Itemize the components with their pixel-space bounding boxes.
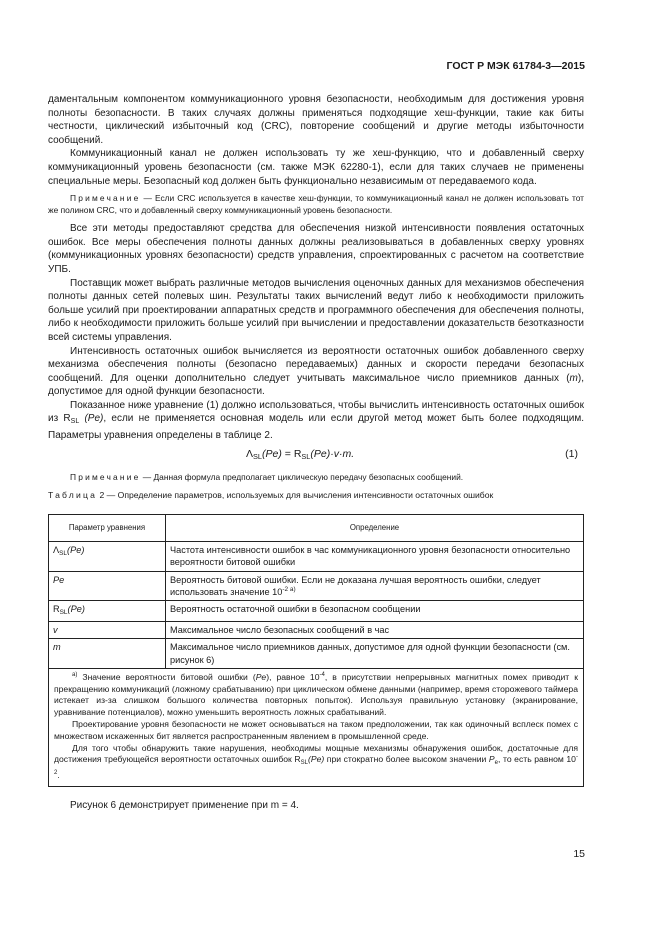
p6-part-b: , если не применяется основная модель или если другой метод может быть более подходящим. Параметры уравнения определены в таблице 2. xyxy=(48,413,584,442)
p6-pe: (Pe) xyxy=(79,413,104,425)
fn3-d: . xyxy=(57,770,60,781)
definition-cell: Частота интенсивности ошибок в час коммуникационного уровня безопасности относительно вероятности битовой ошибки xyxy=(166,542,584,571)
param-arg: (Pe) xyxy=(67,604,85,615)
footnote-3 xyxy=(54,743,578,782)
table-row xyxy=(49,622,584,639)
p5-part-a: Интенсивность остаточных ошибок вычисляется из вероятности остаточных ошибок добавленного сверху механизма обеспечения полноты (безопасно передаваемых) данных и скорости передачи безопасных сообщений. Для оценки дополнительно следует учитывать максимальное число приемников данных ( xyxy=(48,345,584,384)
paragraph-6 xyxy=(48,399,584,443)
eq-lhs-arg: (Pe) xyxy=(262,447,282,460)
p6-part-a: Показанное ниже уравнение (1) должно использоваться, чтобы вычислить интенсивность остаточных ошибок из xyxy=(48,399,584,425)
definition-cell: Максимальное число приемников данных, допустимое для одной функции безопасности (см. рисунок 6) xyxy=(166,639,584,668)
fn3-psub: e xyxy=(494,760,498,767)
param-symbol: Pe xyxy=(53,574,65,585)
definition-cell: Вероятность остаточной ошибки в безопасном сообщении xyxy=(166,601,584,622)
table-row xyxy=(49,639,584,668)
fn3-a: Для того чтобы обнаружить такие нарушения, необходимы мощные механизмы обнаружения ошибок, достаточные для достижения требующейся вероятности остаточных ошибок xyxy=(54,742,578,765)
note-2 xyxy=(48,471,584,483)
paragraph-5 xyxy=(48,345,584,399)
table-caption-text: 2 — Определение параметров, используемых для вычисления интенсивности остаточных ошибок xyxy=(97,489,494,500)
fn3-arg: (Pe) xyxy=(307,754,325,765)
table-footnote-row xyxy=(49,668,584,786)
fn1-pe: Pe xyxy=(255,671,267,682)
definition-cell: Максимальное число безопасных сообщений в час xyxy=(166,622,584,639)
fn1-a: Значение вероятности битовой ошибки ( xyxy=(77,671,256,682)
definition-text: Вероятность битовой ошибки. Если не доказана лучшая вероятность ошибки, следует использовать значение 10 xyxy=(170,574,541,597)
fn3-r: R xyxy=(294,754,301,765)
param-cell xyxy=(49,601,166,622)
param-cell xyxy=(49,639,166,668)
footnote-1 xyxy=(54,672,578,719)
fn1-b: ), равное 10 xyxy=(266,671,320,682)
note-2-text: — Данная формула предполагает циклическую передачу безопасных сообщений. xyxy=(140,471,464,482)
fn3-p: P xyxy=(488,754,495,765)
param-symbol: m xyxy=(53,642,61,653)
param-symbol: v xyxy=(53,625,58,636)
table-footnote xyxy=(49,668,584,786)
note-1 xyxy=(48,192,584,216)
p5-var-m: m xyxy=(569,372,578,384)
paragraph-1: даментальным компонентом коммуникационного уровня безопасности, необходимым для достижения уровня полноты безопасности. В таких случаях должны применяться подходящие хеш-функции, такие как биты честности, циклический избыточный код (CRC), повторение сообщений и другие методы избыточности сообщений. xyxy=(48,94,584,146)
table-row xyxy=(49,542,584,571)
page-number: 15 xyxy=(573,848,585,860)
eq-lambda: Λ xyxy=(246,447,254,460)
param-symbol: Λ xyxy=(53,545,60,556)
param-cell xyxy=(49,571,166,600)
eq-rhs-sub: SL xyxy=(301,451,311,461)
param-cell xyxy=(49,542,166,571)
table-caption-label: Таблица xyxy=(48,489,98,500)
table-row xyxy=(49,601,584,622)
paragraph-2: Коммуникационный канал не должен использовать ту же хеш-функцию, что и добавленный сверху коммуникационный уровень безопасности (см. также МЭК 62280-1), если для таких случаев не применены специальные меры. Безопасный код должен быть функционально независимым от передаваемого кода. xyxy=(48,148,584,187)
equation-number: (1) xyxy=(565,447,578,460)
p6-sub: SL xyxy=(70,418,80,426)
fn3-c: , то есть равном 10 xyxy=(498,754,576,765)
param-symbol: R xyxy=(53,604,60,615)
eq-lhs-sub: SL xyxy=(253,451,262,461)
paragraph-4: Поставщик может выбрать различные методов вычисления оценочных данных для механизмов обеспечения полноты данных сетей полевых шин. Результаты таких вычислений ведут либо к необходимости приложить больше усилий при проектировании аппаратных средств и программного обеспечения для обеспечения полноты, либо к необходимости приложить больше усилий при вычислении и предоставлении доказательств безотказности всей системы управления. xyxy=(48,277,584,343)
fn3-sub: SL xyxy=(300,760,308,767)
param-sub: SL xyxy=(59,550,68,558)
fn3-sup: -2 xyxy=(54,754,578,777)
paragraph-after-table: Рисунок 6 демонстрирует применение при m = 4. xyxy=(70,800,299,812)
table-header-row xyxy=(49,515,584,542)
fn1-sup: -4 xyxy=(319,671,325,678)
table-row xyxy=(49,571,584,600)
param-cell xyxy=(49,622,166,639)
definition-sup: -2 a) xyxy=(282,585,296,593)
note-2-label: Примечание xyxy=(70,471,141,482)
footnote-2: Проектирование уровня безопасности не может основываться на таком предположении, так как одиночный всплеск помех с множеством искаженных бит является распространенным явлением в промышленной среде. xyxy=(54,719,578,741)
header-definition: Определение xyxy=(166,515,584,542)
paragraph-3: Все эти методы предоставляют средства для обеспечения низкой интенсивности появления остаточных ошибок. Все меры обеспечения полноты данных должны реализовываться в добавленных сверху уровнях (коммуникационных уровнях безопасности) средств управления, спроектированных с расчетом на соответствие УПБ. xyxy=(48,223,584,275)
note-1-label: Примечание xyxy=(70,193,141,204)
p5-part-b: ), допустимое для одной функции безопасности. xyxy=(48,372,584,398)
param-sub: SL xyxy=(59,609,68,617)
definition-cell xyxy=(166,571,584,600)
page-header: ГОСТ Р МЭК 61784-3—2015 xyxy=(446,60,585,72)
header-param: Параметр уравнения xyxy=(49,515,166,542)
table-caption xyxy=(48,489,584,503)
param-arg: (Pe) xyxy=(67,545,85,556)
equation-body xyxy=(246,448,354,464)
p6-var-r: R xyxy=(63,413,71,425)
fn1-c: , в присутствии непрерывных магнитных помех приводит к прекращению коммуникаций (ложному срабатыванию) при циклическом обмене данными (например, время сторожевого таймера истекает из-за слишком большого количества повторных попыток). Используя правильную установку (экранирование, уравнивание потенциалов), можно уменьшить вероятность ложных срабатываний. xyxy=(54,671,578,718)
main-text xyxy=(48,93,584,813)
note-1-text: — Если CRC используется в качестве хеш-функции, то коммуникационный канал не должен использовать тот же полином CRC, что и добавленный сверху коммуникационный уровень безопасности. xyxy=(48,193,584,216)
footnote-mark: a) xyxy=(72,671,78,678)
eq-sign: = xyxy=(281,447,294,460)
eq-r: R xyxy=(293,447,302,460)
equation-1 xyxy=(48,445,584,467)
eq-rhs-arg: (Pe)·v·m. xyxy=(310,447,355,460)
fn3-b: при стократно более высоком значении xyxy=(324,754,489,765)
parameters-table xyxy=(48,514,584,787)
